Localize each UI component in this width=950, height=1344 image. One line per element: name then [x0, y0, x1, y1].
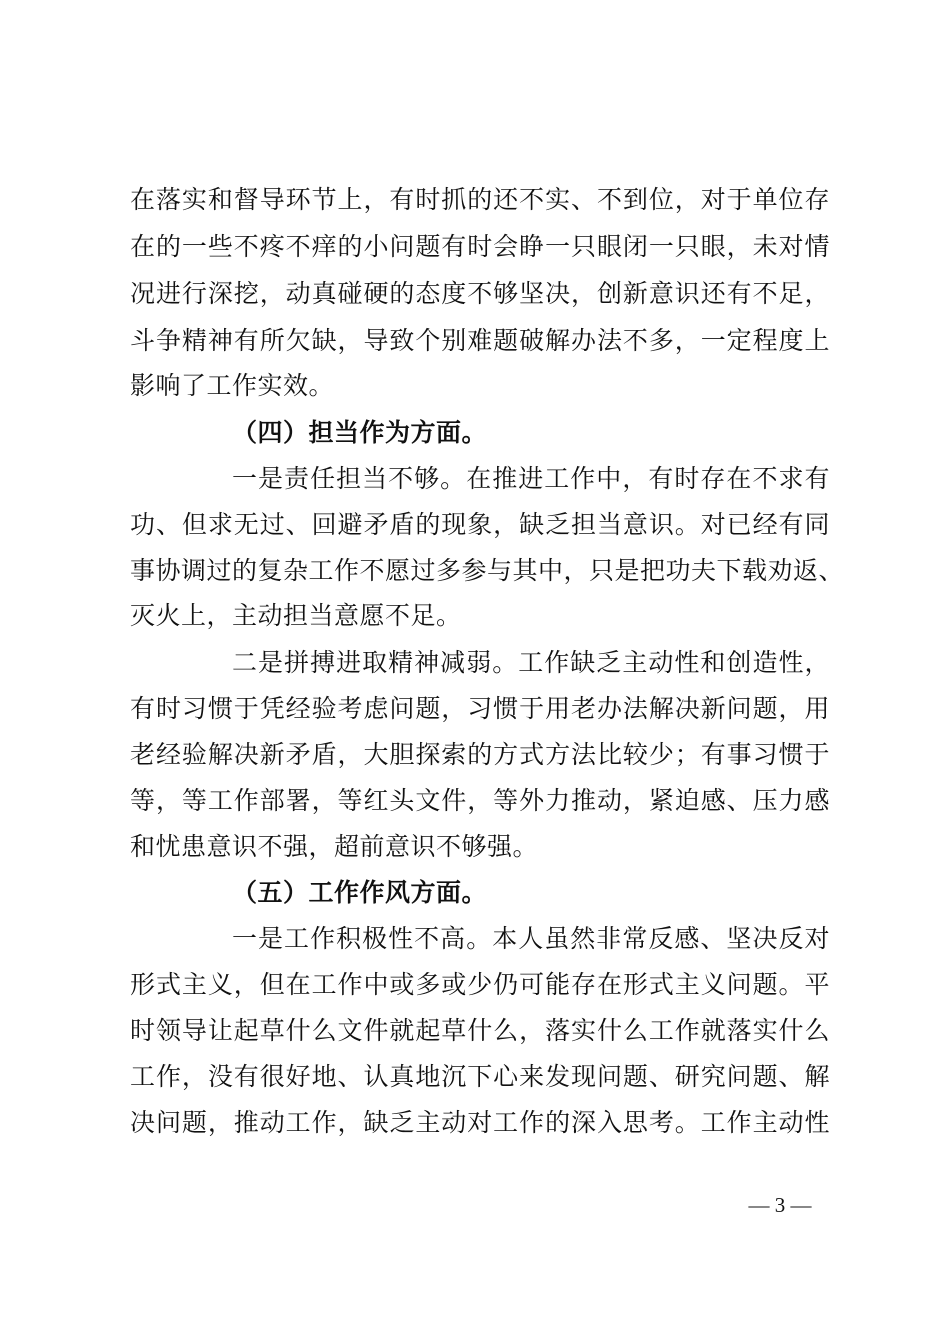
paragraph-line: 在的一些不疼不痒的小问题有时会睁一只眼闭一只眼，未对情 — [130, 232, 830, 261]
paragraph-line: 一是责任担当不够。在推进工作中，有时存在不求有 — [232, 464, 830, 493]
paragraph-line: 斗争精神有所欠缺，导致个别难题破解办法不多，一定程度上 — [130, 326, 830, 355]
paragraph-line: 和忧患意识不强，超前意识不够强。 — [130, 832, 539, 861]
paragraph-line: 等，等工作部署，等红头文件，等外力推动，紧迫感、压力感 — [130, 786, 830, 815]
paragraph-line: 影响了工作实效。 — [130, 371, 335, 400]
paragraph-line: 时领导让起草什么文件就起草什么，落实什么工作就落实什么 — [130, 1016, 830, 1045]
paragraph-line: 事协调过的复杂工作不愿过多参与其中，只是把功夫下载劝返、 — [130, 556, 845, 585]
paragraph-line: 二是拼搏进取精神减弱。工作缺乏主动性和创造性， — [232, 648, 830, 677]
paragraph-line: 在落实和督导环节上，有时抓的还不实、不到位，对于单位存 — [130, 185, 830, 214]
paragraph-line: 灭火上，主动担当意愿不足。 — [130, 601, 462, 630]
paragraph-line: 工作，没有很好地、认真地沉下心来发现问题、研究问题、解 — [130, 1062, 830, 1091]
paragraph-line: 决问题，推动工作，缺乏主动对工作的深入思考。工作主动性 — [130, 1108, 830, 1137]
paragraph-line: 老经验解决新矛盾，大胆探索的方式方法比较少；有事习惯于 — [130, 740, 830, 769]
paragraph-line: 况进行深挖，动真碰硬的态度不够坚决，创新意识还有不足， — [130, 279, 830, 308]
paragraph-line: 有时习惯于凭经验考虑问题，习惯于用老办法解决新问题，用 — [130, 694, 830, 723]
page-number: — 3 — — [748, 1193, 812, 1217]
paragraph-line: 形式主义，但在工作中或多或少仍可能存在形式主义问题。平 — [130, 970, 830, 999]
paragraph-line: 功、但求无过、回避矛盾的现象，缺乏担当意识。对已经有同 — [130, 510, 830, 539]
section-heading-4: （四）担当作为方面。 — [232, 418, 488, 447]
section-heading-5: （五）工作作风方面。 — [232, 878, 488, 907]
paragraph-line: 一是工作积极性不高。本人虽然非常反感、坚决反对 — [232, 924, 830, 953]
